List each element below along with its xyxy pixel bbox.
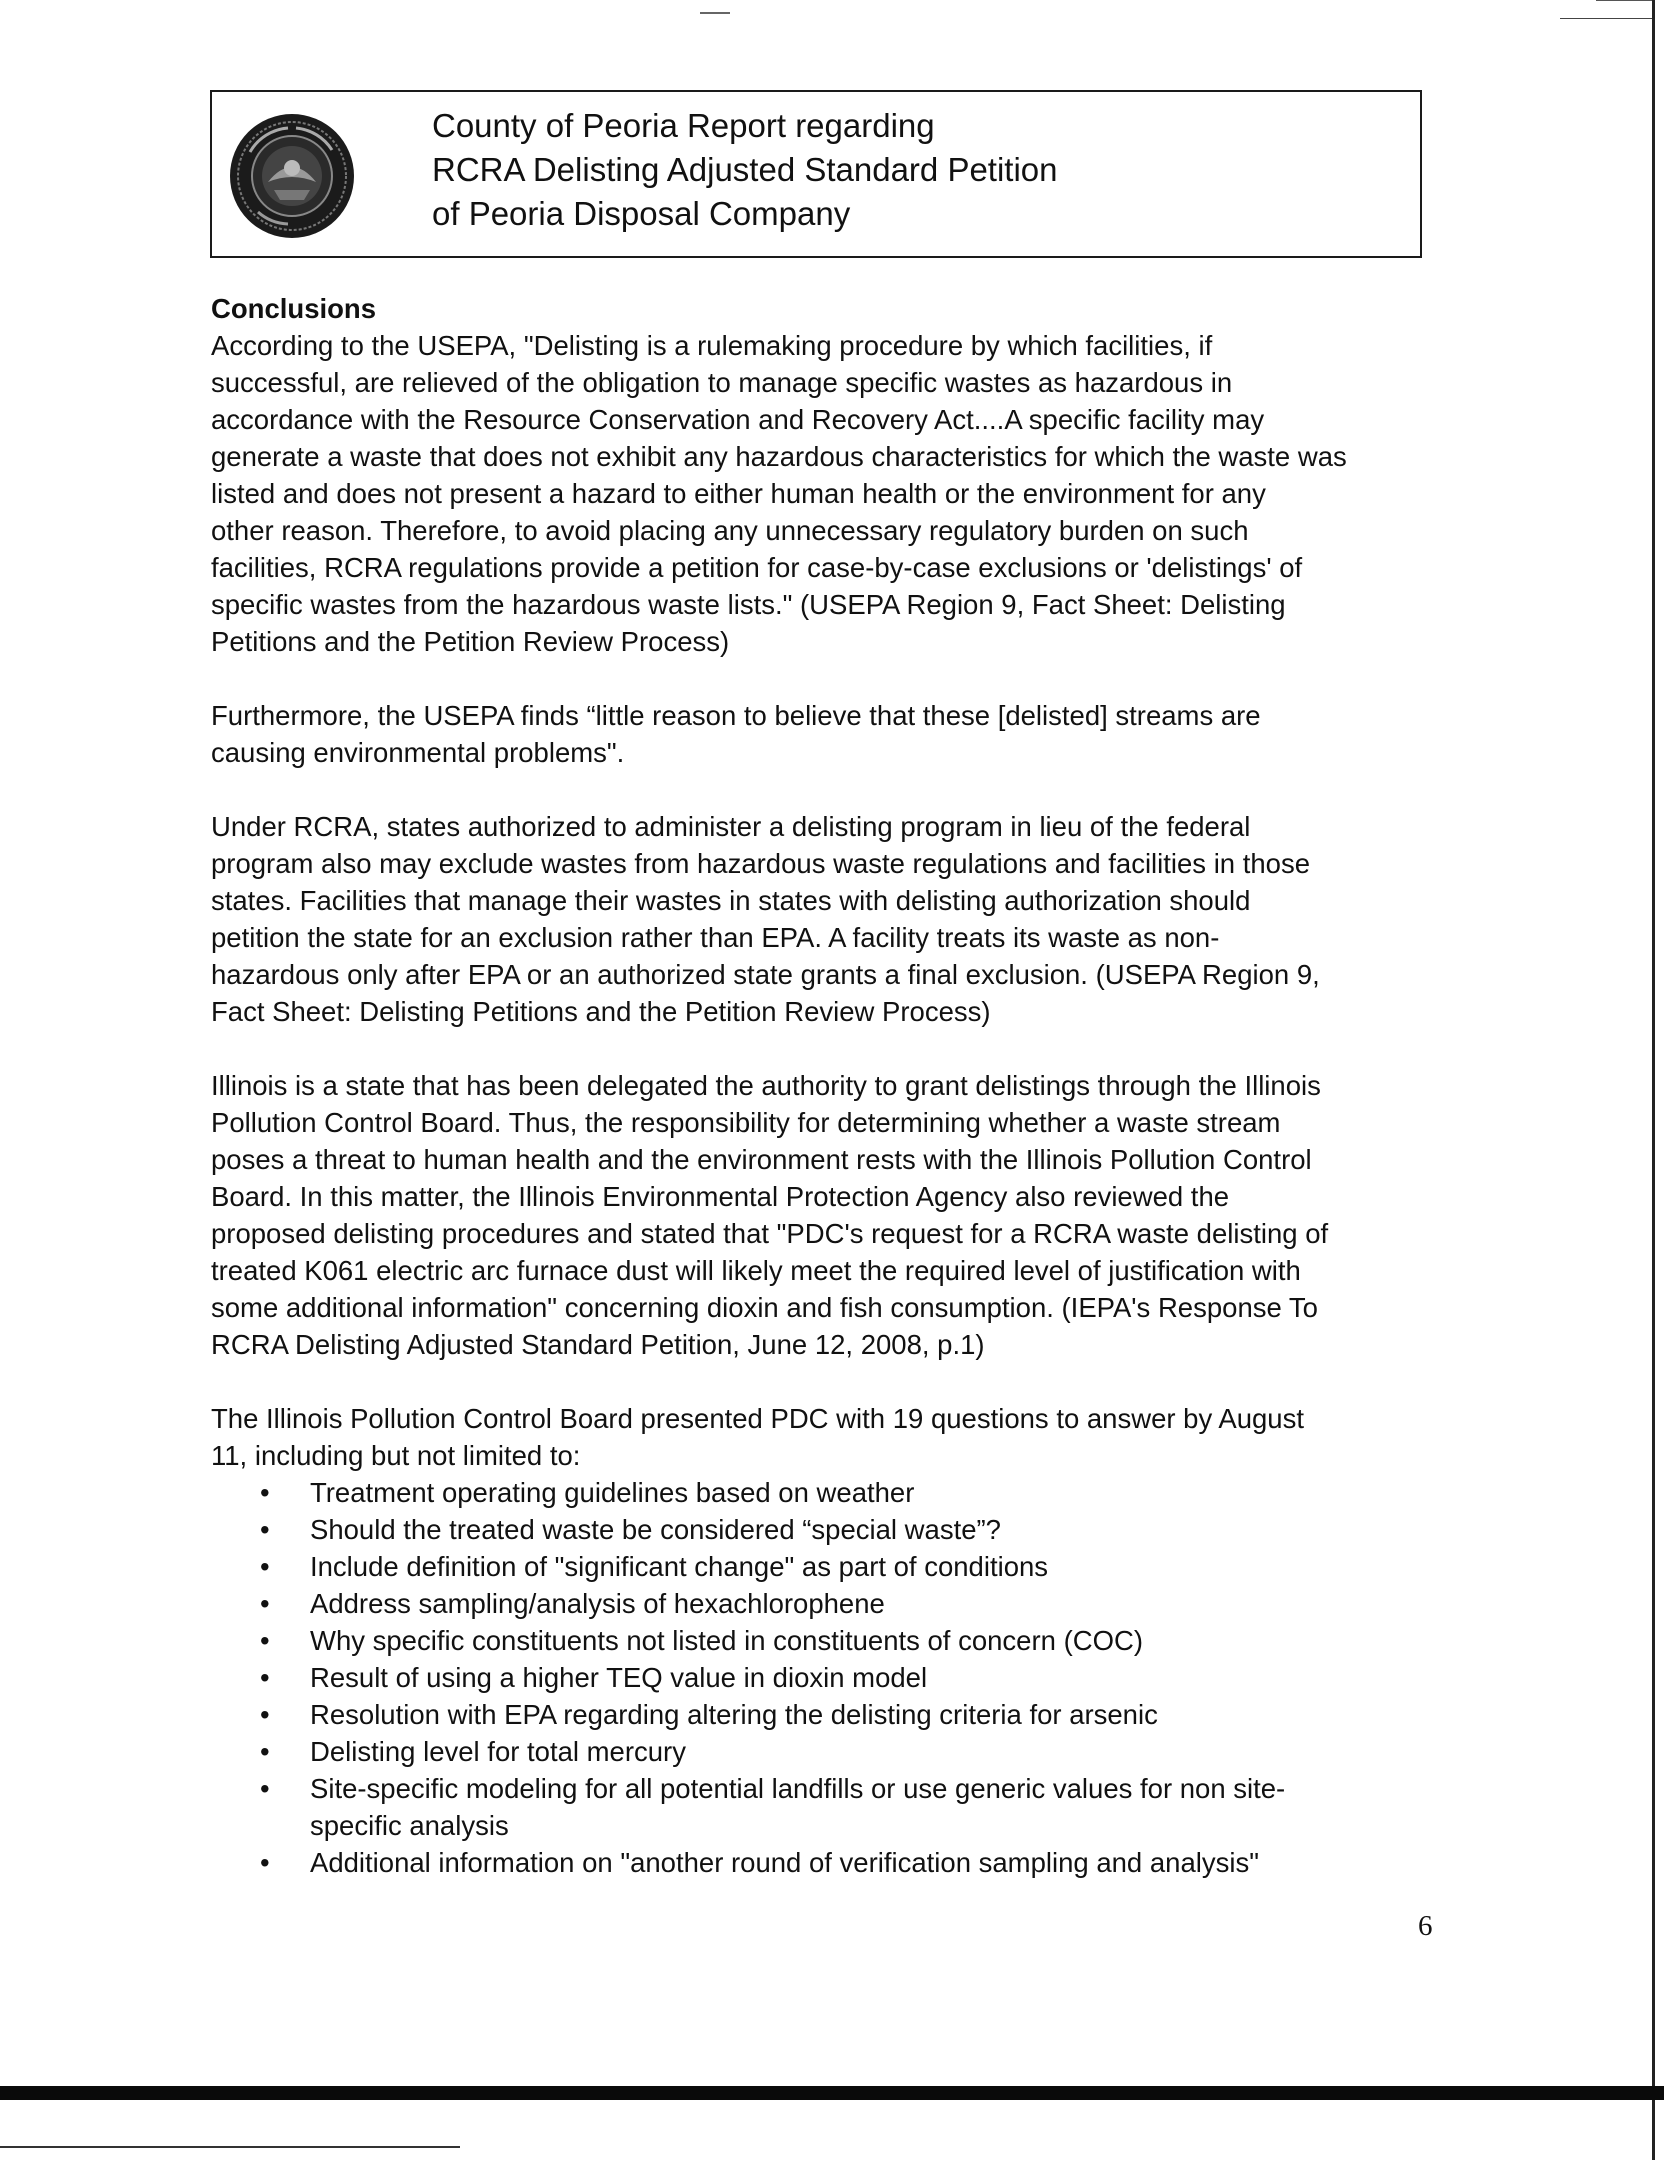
bullet-item — [211, 1659, 1451, 1696]
bullet-text: Address sampling/analysis of hexachlorophene — [310, 1588, 885, 1619]
report-title — [432, 104, 1058, 236]
bullet-icon: • — [260, 1551, 270, 1582]
paragraph-line: The Illinois Pollution Control Board presented PDC with 19 questions to answer by August — [211, 1403, 1304, 1434]
bullet-item — [211, 1696, 1451, 1733]
bullet-icon: • — [260, 1773, 270, 1804]
paragraph-line: poses a threat to human health and the environment rests with the Illinois Pollution Control — [211, 1144, 1312, 1175]
paragraph — [211, 1067, 1451, 1363]
paragraph-line: RCRA Delisting Adjusted Standard Petition, June 12, 2008, p.1) — [211, 1329, 985, 1360]
paragraph-line: treated K061 electric arc furnace dust will likely meet the required level of justification with — [211, 1255, 1301, 1286]
bullet-item — [211, 1844, 1451, 1881]
bullet-text: Should the treated waste be considered “special waste”? — [310, 1514, 1001, 1545]
paragraph-line: Fact Sheet: Delisting Petitions and the Petition Review Process) — [211, 996, 991, 1027]
bullet-item — [211, 1474, 1451, 1511]
report-title-line: RCRA Delisting Adjusted Standard Petition — [432, 151, 1058, 188]
paragraph-line: Petitions and the Petition Review Process) — [211, 626, 730, 657]
paragraph-line: Pollution Control Board. Thus, the responsibility for determining whether a waste stream — [211, 1107, 1281, 1138]
scan-edge-line — [1652, 0, 1655, 2160]
bullet-icon: • — [260, 1847, 270, 1878]
paragraph — [211, 808, 1451, 1030]
paragraph-line: Illinois is a state that has been delegated the authority to grant delistings through the Illinois — [211, 1070, 1321, 1101]
paragraph-line: petition the state for an exclusion rather than EPA. A facility treats its waste as non- — [211, 922, 1220, 953]
paragraph-line: facilities, RCRA regulations provide a petition for case-by-case exclusions or 'delistings' of — [211, 552, 1303, 583]
scan-bottom-line — [0, 2146, 460, 2148]
paragraph-line: Furthermore, the USEPA finds “little reason to believe that these [delisted] streams are — [211, 700, 1261, 731]
report-title-line: County of Peoria Report regarding — [432, 107, 935, 144]
paragraph-line: successful, are relieved of the obligation to manage specific wastes as hazardous in — [211, 367, 1233, 398]
bullet-icon: • — [260, 1477, 270, 1508]
bullet-text: Treatment operating guidelines based on weather — [310, 1477, 915, 1508]
paragraph-line: other reason. Therefore, to avoid placing any unnecessary regulatory burden on such — [211, 515, 1249, 546]
paragraphs — [211, 327, 1451, 1474]
paragraph-line: states. Facilities that manage their wastes in states with delisting authorization should — [211, 885, 1251, 916]
bullet-item — [211, 1622, 1451, 1659]
page-number: 6 — [1418, 1910, 1433, 1942]
bullet-icon: • — [260, 1588, 270, 1619]
bullet-text: Include definition of "significant change" as part of conditions — [310, 1551, 1049, 1582]
paragraph-line: hazardous only after EPA or an authorized state grants a final exclusion. (USEPA Region 9, — [211, 959, 1320, 990]
paragraph-line: According to the USEPA, "Delisting is a rulemaking procedure by which facilities, if — [211, 330, 1213, 361]
bullet-icon: • — [260, 1514, 270, 1545]
bullet-list — [211, 1474, 1451, 1881]
paragraph-line: Under RCRA, states authorized to administer a delisting program in lieu of the federal — [211, 811, 1251, 842]
paragraph — [211, 697, 1451, 771]
bullet-item — [211, 1733, 1451, 1770]
bullet-text: Result of using a higher TEQ value in dioxin model — [310, 1662, 928, 1693]
bullet-text: Site-specific modeling for all potential landfills or use generic values for non site- — [310, 1773, 1286, 1804]
paragraph-line: 11, including but not limited to: — [211, 1440, 581, 1471]
bullet-icon: • — [260, 1736, 270, 1767]
paragraph-line: accordance with the Resource Conservation and Recovery Act....A specific facility may — [211, 404, 1265, 435]
scan-bottom-bar — [0, 2086, 1664, 2100]
report-title-line: of Peoria Disposal Company — [432, 195, 851, 232]
paragraph-line: some additional information" concerning dioxin and fish consumption. (IEPA's Response To — [211, 1292, 1318, 1323]
bullet-icon: • — [260, 1699, 270, 1730]
paragraph — [211, 327, 1451, 660]
bullet-item — [211, 1511, 1451, 1548]
bullet-text: Delisting level for total mercury — [310, 1736, 686, 1767]
paragraph — [211, 1400, 1451, 1474]
bullet-text: specific analysis — [310, 1810, 509, 1841]
paragraph-line: listed and does not present a hazard to either human health or the environment for any — [211, 478, 1266, 509]
scan-corner-line — [1596, 0, 1652, 1]
bullet-icon: • — [260, 1662, 270, 1693]
county-seal-icon — [228, 112, 356, 240]
scan-mark — [700, 12, 730, 14]
section-heading: Conclusions — [211, 293, 377, 324]
body-content — [211, 290, 1451, 1881]
paragraph-line: Board. In this matter, the Illinois Environmental Protection Agency also reviewed the — [211, 1181, 1230, 1212]
bullet-icon: • — [260, 1625, 270, 1656]
bullet-text: Resolution with EPA regarding altering the delisting criteria for arsenic — [310, 1699, 1158, 1730]
bullet-item — [211, 1548, 1451, 1585]
bullet-text: Additional information on "another round of verification sampling and analysis" — [310, 1847, 1259, 1878]
bullet-item — [211, 1585, 1451, 1622]
bullet-item — [211, 1770, 1451, 1844]
paragraph-line: causing environmental problems". — [211, 737, 625, 768]
bullet-text: Why specific constituents not listed in constituents of concern (COC) — [310, 1625, 1143, 1656]
paragraph-line: proposed delisting procedures and stated that "PDC's request for a RCRA waste delisting of — [211, 1218, 1329, 1249]
scan-corner-line — [1560, 18, 1652, 19]
paragraph-line: generate a waste that does not exhibit any hazardous characteristics for which the waste was — [211, 441, 1347, 472]
paragraph-line: specific wastes from the hazardous waste lists." (USEPA Region 9, Fact Sheet: Delisting — [211, 589, 1286, 620]
paragraph-line: program also may exclude wastes from hazardous waste regulations and facilities in those — [211, 848, 1311, 879]
